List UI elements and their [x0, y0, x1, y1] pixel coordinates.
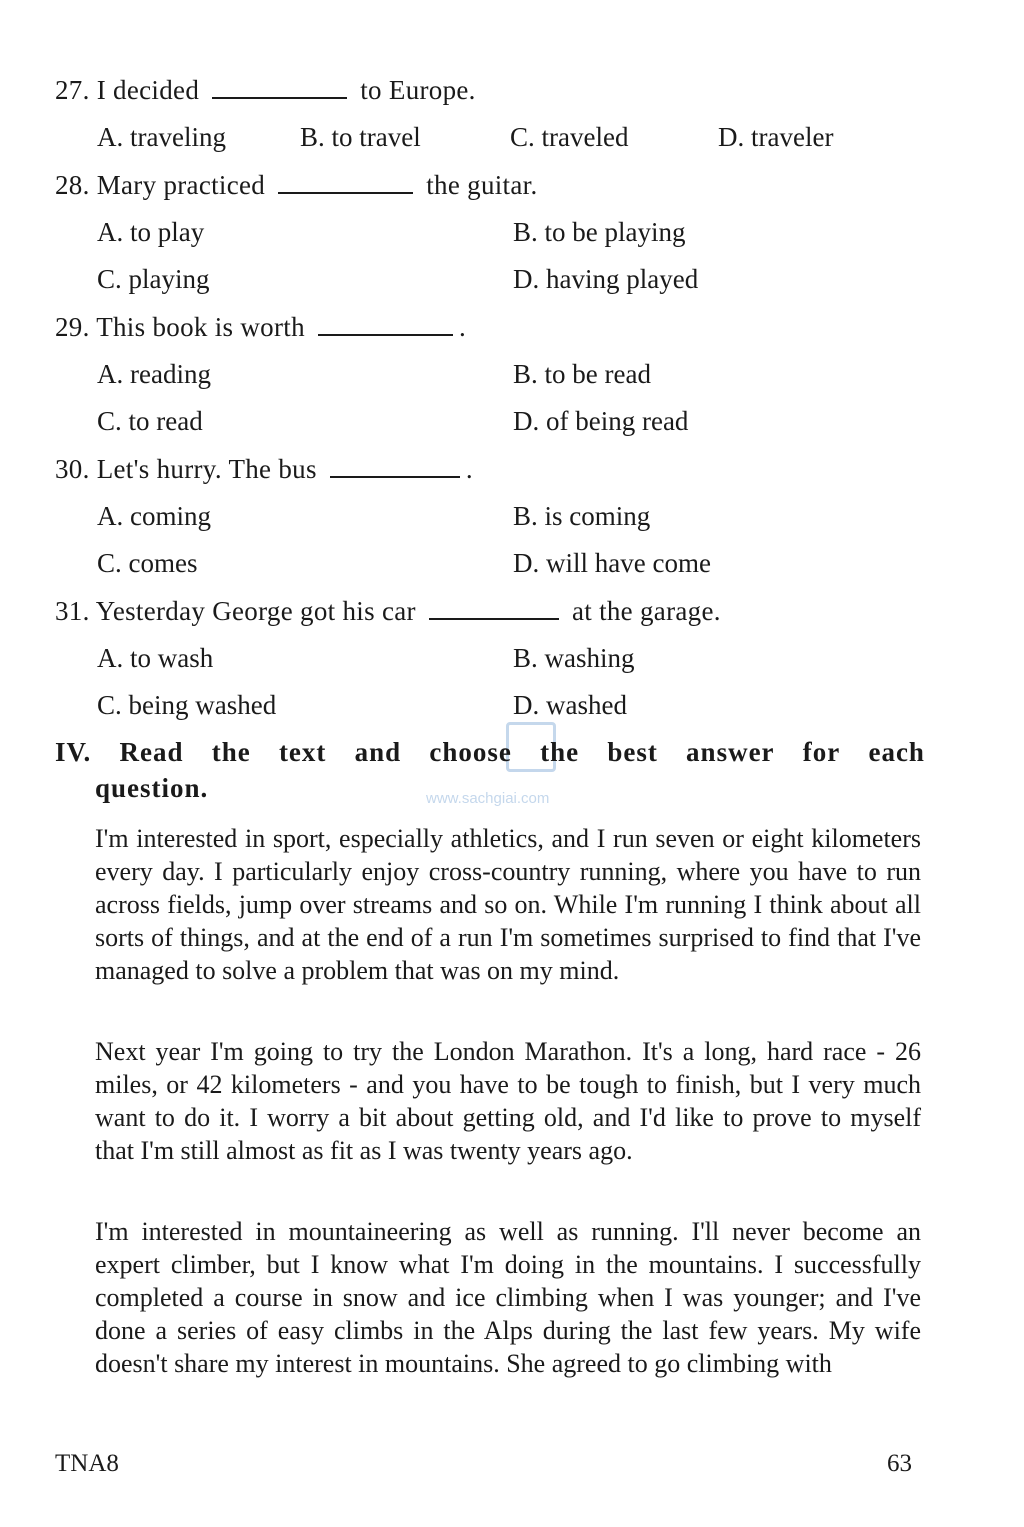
- paragraph-text: I'm interested in sport, especially athletics, and I run seven or eight kilometers every day. I particularly enjoy cross-country running, where you have to run across fields, jump over streams and so on. While I'm running I think about all sorts of things, and at the end of a run I'm sometimes surprised to find that I've managed to solve a problem that was on my mind.: [95, 824, 921, 985]
- answer-blank[interactable]: [278, 192, 413, 194]
- option-30-c[interactable]: C. comes: [97, 548, 198, 578]
- option-28-d[interactable]: D. having played: [513, 264, 699, 294]
- answer-blank[interactable]: [212, 97, 347, 99]
- option-29-d[interactable]: D. of being read: [513, 406, 689, 436]
- option-29-b[interactable]: B. to be read: [513, 359, 651, 389]
- heading-word: text: [278, 737, 327, 767]
- heading-word: choose: [429, 737, 512, 767]
- passage-paragraph-2: [95, 1035, 921, 1167]
- question-27: [55, 75, 476, 106]
- option-29-c[interactable]: C. to read: [97, 406, 203, 436]
- question-number: 29.: [55, 312, 90, 342]
- option-31-c[interactable]: C. being washed: [97, 690, 277, 720]
- option-31-a[interactable]: A. to wash: [97, 643, 214, 673]
- heading-word: each: [868, 737, 925, 767]
- question-number: 30.: [55, 454, 90, 484]
- heading-line-1: [55, 734, 925, 770]
- heading-word: Read: [119, 737, 184, 767]
- option-30-a[interactable]: A. coming: [97, 501, 211, 531]
- option-27-a[interactable]: A. traveling: [97, 122, 226, 152]
- passage-paragraph-3: [95, 1215, 921, 1380]
- question-text-end: to Europe.: [360, 75, 476, 105]
- option-30-b[interactable]: B. is coming: [513, 501, 651, 531]
- question-number: 28.: [55, 170, 90, 200]
- question-text: Mary practiced: [96, 170, 266, 200]
- option-30-d[interactable]: D. will have come: [513, 548, 711, 578]
- question-text-end: .: [458, 312, 466, 342]
- watermark-url: www.sachgiai.com: [426, 790, 550, 807]
- paragraph-text: Next year I'm going to try the London Marathon. It's a long, hard race - 26 miles, or 42 kilometers - and you have to be tough to finish, but I very much want to do it. I worry a bit about getting old, and I'd like to prove to myself that I'm still almost as fit as I was twenty years ago.: [95, 1037, 921, 1165]
- option-29-a[interactable]: A. reading: [97, 359, 211, 389]
- heading-word: best: [607, 737, 658, 767]
- question-text-end: at the garage.: [571, 596, 721, 626]
- question-number: 31.: [55, 596, 90, 626]
- question-28: [55, 170, 538, 201]
- heading-word: answer: [686, 737, 775, 767]
- paragraph-text: I'm interested in mountaineering as well as running. I'll never become an expert climber, but I know what I'm doing in the mountains. I successfully completed a course in snow and ice climbing when I was younger; and I've done a series of easy climbs in the Alps during the last few years. My wife doesn't share my interest in mountains. She agreed to go climbing with: [95, 1217, 921, 1378]
- section-heading: [55, 734, 925, 806]
- question-text: This book is worth: [96, 312, 305, 342]
- question-text: I decided: [96, 75, 200, 105]
- heading-word: for: [802, 737, 841, 767]
- heading-word: the: [211, 737, 251, 767]
- option-28-c[interactable]: C. playing: [97, 264, 210, 294]
- option-28-b[interactable]: B. to be playing: [513, 217, 686, 247]
- option-28-a[interactable]: A. to play: [97, 217, 205, 247]
- option-27-c[interactable]: C. traveled: [510, 122, 629, 152]
- answer-blank[interactable]: [429, 618, 559, 620]
- option-27-b[interactable]: B. to travel: [300, 122, 421, 152]
- book-code: TNA8: [55, 1450, 119, 1477]
- option-27-d[interactable]: D. traveler: [718, 122, 834, 152]
- question-text-end: .: [465, 454, 473, 484]
- answer-blank[interactable]: [330, 476, 460, 478]
- question-30: [55, 454, 473, 485]
- question-29: [55, 312, 466, 343]
- option-31-b[interactable]: B. washing: [513, 643, 635, 673]
- question-text: Yesterday George got his car: [95, 596, 416, 626]
- answer-blank[interactable]: [318, 334, 453, 336]
- question-31: [55, 596, 721, 627]
- heading-word: and: [354, 737, 402, 767]
- question-text: Let's hurry. The bus: [96, 454, 317, 484]
- question-number: 27.: [55, 75, 90, 105]
- heading-line-2: question.: [95, 773, 209, 803]
- section-number: IV.: [55, 737, 92, 767]
- page-number: 63: [887, 1450, 912, 1477]
- option-31-d[interactable]: D. washed: [513, 690, 627, 720]
- heading-word: the: [540, 737, 580, 767]
- question-text-end: the guitar.: [426, 170, 538, 200]
- passage-paragraph-1: [95, 822, 921, 987]
